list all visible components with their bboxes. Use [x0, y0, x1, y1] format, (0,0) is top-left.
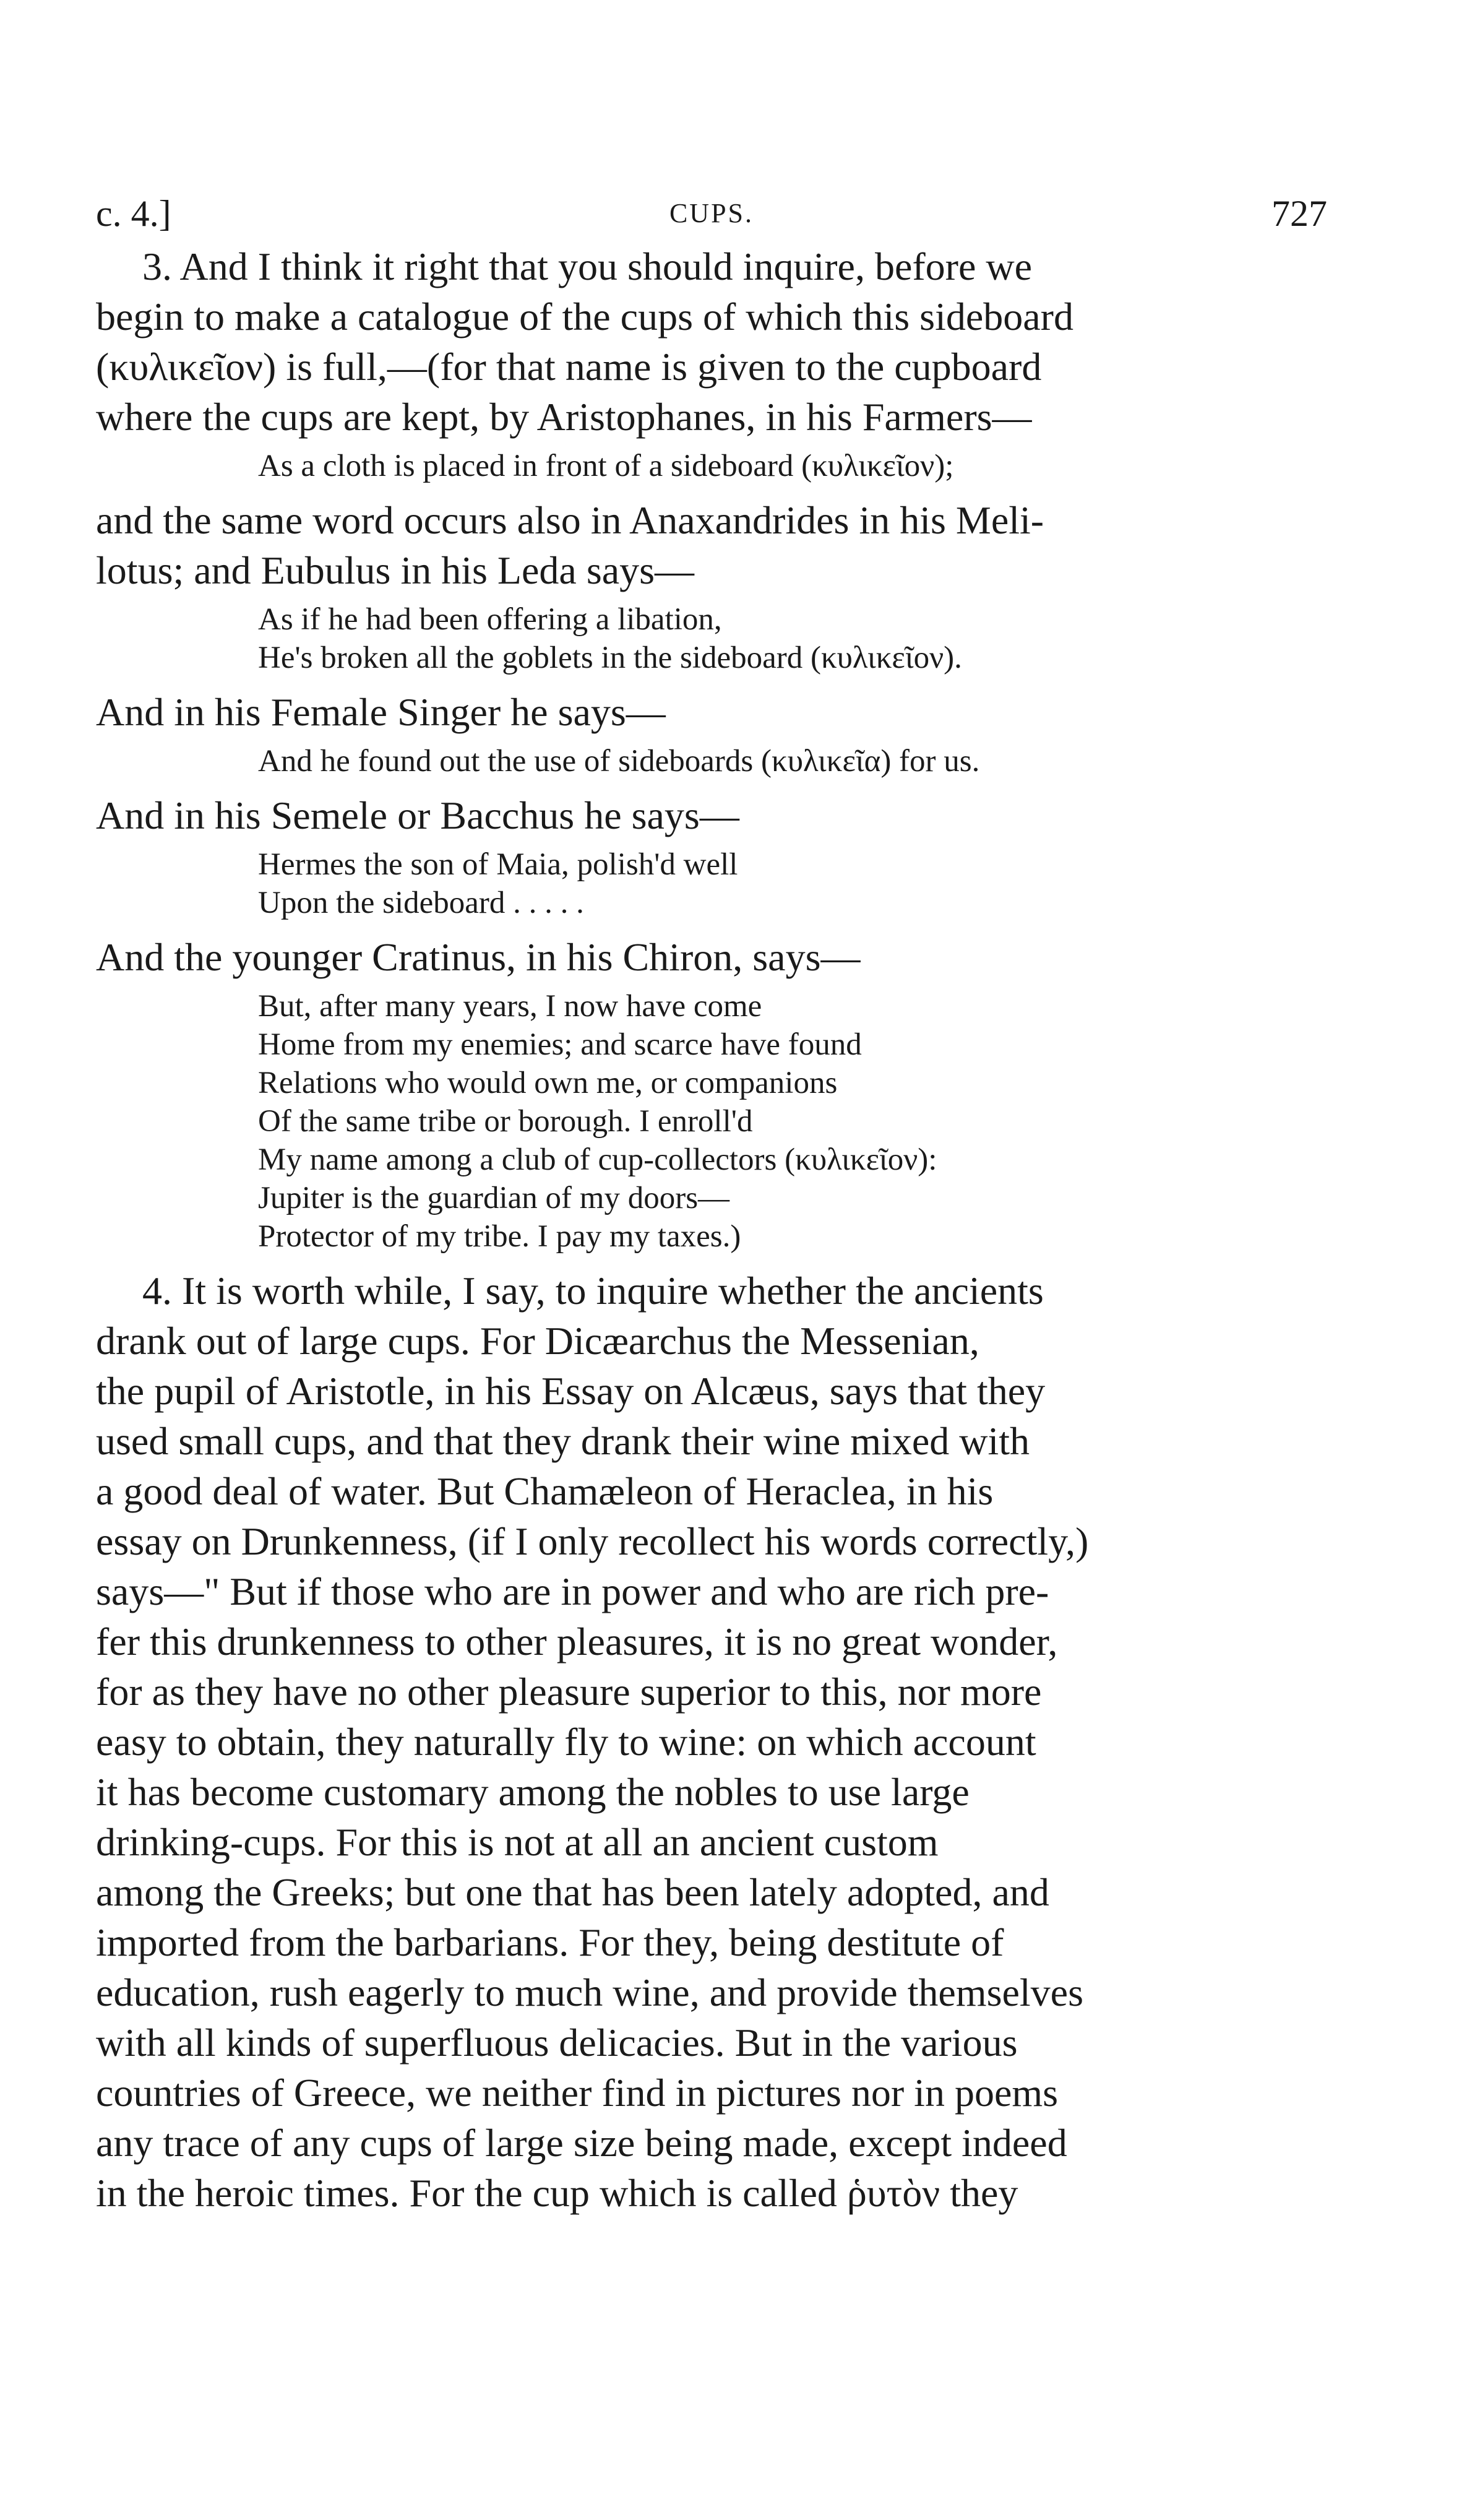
paragraph-line: drinking-cups. For this is not at all an ancient custom [96, 1820, 939, 1864]
paragraph-line: education, rush eagerly to much wine, and provide themselves [96, 1970, 1083, 2014]
paragraph-line: lotus; and Eubulus in his Leda says— [96, 548, 695, 592]
verse-line: Relations who would own me, or companions [258, 1066, 838, 1100]
book-page [96, 186, 1327, 2218]
paragraph-line: begin to make a catalogue of the cups of which this sideboard [96, 295, 1073, 339]
paragraph-line: says—" But if those who are in power and who are rich pre- [96, 1569, 1049, 1613]
paragraph-line: And the younger Cratinus, in his Chiron, says— [96, 935, 861, 979]
paragraph-line: (κυλικεῖον) is full,—(for that name is given to the cupboard [96, 345, 1042, 389]
paragraph-line: essay on Drunkenness, (if I only recollect his words correctly,) [96, 1519, 1089, 1563]
page-number: 727 [1271, 193, 1327, 234]
paragraph-line: among the Greeks; but one that has been lately adopted, and [96, 1870, 1049, 1914]
paragraph-line: for as they have no other pleasure superior to this, nor more [96, 1670, 1042, 1714]
paragraph-line: 4. It is worth while, I say, to inquire whether the ancients [142, 1269, 1044, 1313]
paragraph-line: imported from the barbarians. For they, being destitute of [96, 1920, 1004, 1964]
verse-line: Jupiter is the guardian of my doors— [258, 1181, 730, 1215]
text-body [96, 241, 1327, 2218]
running-title: CUPS. [669, 198, 754, 228]
verse-line: He's broken all the goblets in the sideboard (κυλικεῖον). [258, 641, 962, 675]
paragraph-line: the pupil of Aristotle, in his Essay on Alcæus, says that they [96, 1369, 1046, 1413]
paragraph-line: easy to obtain, they naturally fly to wine: on which account [96, 1720, 1036, 1764]
paragraph-line: And in his Female Singer he says— [96, 690, 666, 734]
paragraph-line: with all kinds of superfluous delicacies. But in the various [96, 2021, 1018, 2065]
paragraph-line: it has become customary among the nobles to use large [96, 1770, 970, 1814]
verse-line: Protector of my tribe. I pay my taxes.) [258, 1219, 741, 1254]
verse-line: Of the same tribe or borough. I enroll'd [258, 1104, 753, 1139]
verse-line: As a cloth is placed in front of a sideboard (κυλικεῖον); [258, 449, 954, 483]
paragraph-line: where the cups are kept, by Aristophanes, in his Farmers— [96, 395, 1032, 439]
paragraph-line: a good deal of water. But Chamæleon of Heraclea, in his [96, 1469, 994, 1513]
paragraph-line: in the heroic times. For the cup which is called ῥυτὸν they [96, 2171, 1018, 2215]
verse-line: As if he had been offering a libation, [258, 602, 722, 637]
running-header [96, 186, 1327, 241]
paragraph-line: any trace of any cups of large size being made, except indeed [96, 2121, 1067, 2165]
paragraph-line: countries of Greece, we neither find in pictures nor in poems [96, 2071, 1059, 2115]
verse-line: Upon the sideboard . . . . . [258, 886, 584, 920]
verse-line: My name among a club of cup-collectors (κυλικεῖον): [258, 1142, 937, 1177]
verse-line: Home from my enemies; and scarce have found [258, 1027, 862, 1062]
paragraph-line: 3. And I think it right that you should inquire, before we [142, 244, 1032, 288]
paragraph-line: and the same word occurs also in Anaxandrides in his Meli- [96, 498, 1044, 542]
chapter-marker: c. 4.] [96, 193, 171, 234]
paragraph-line: drank out of large cups. For Dicæarchus the Messenian, [96, 1319, 979, 1363]
paragraph-line: And in his Semele or Bacchus he says— [96, 793, 739, 837]
verse-line: And he found out the use of sideboards (κυλικεῖα) for us. [258, 744, 980, 779]
verse-line: Hermes the son of Maia, polish'd well [258, 847, 738, 882]
paragraph-line: fer this drunkenness to other pleasures, it is no great wonder, [96, 1620, 1058, 1663]
verse-line: But, after many years, I now have come [258, 989, 762, 1024]
paragraph-line: used small cups, and that they drank their wine mixed with [96, 1419, 1030, 1463]
